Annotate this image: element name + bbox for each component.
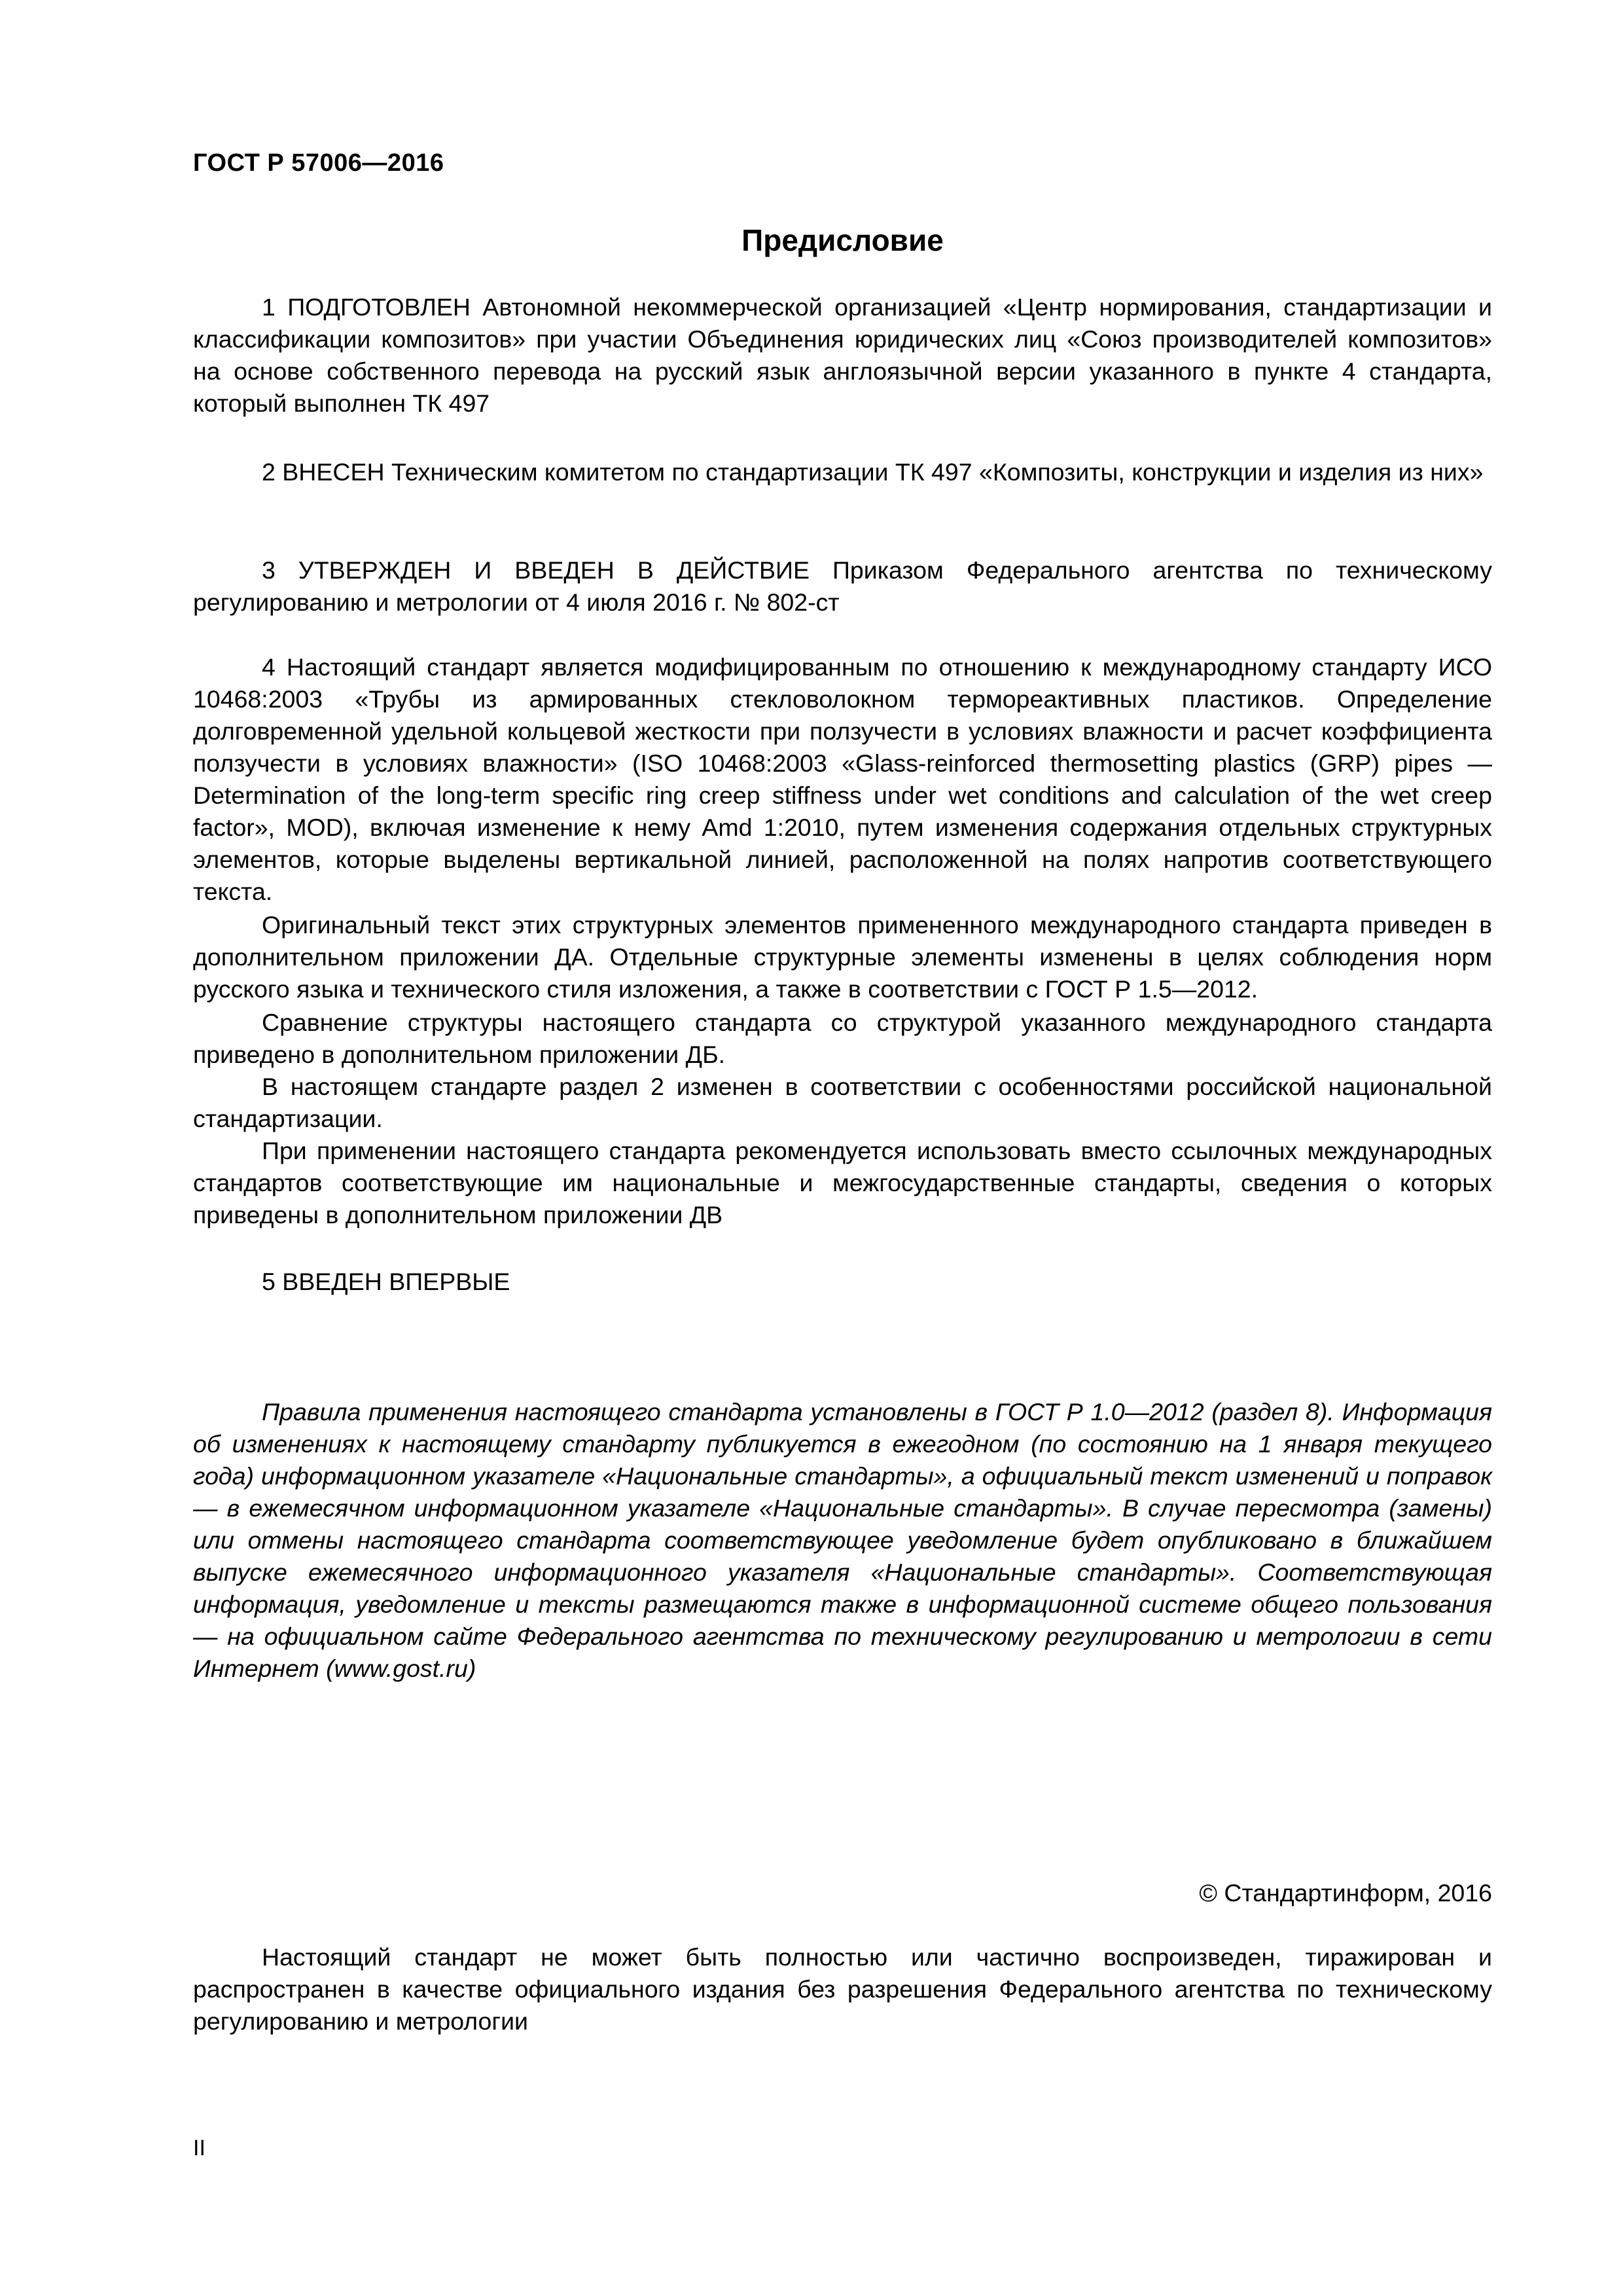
page-number: II [193, 2136, 205, 2161]
paragraph-modified-standard: 4 Настоящий стандарт является модифицированным по отношению к международному стандарту ИСО 10468:2003 «Трубы из армированных стекловолокном термореактивных пластиков. Определение долговременной удельной кольцевой жесткости при ползучести в условиях влажности и расчет коэффициента ползучести в условиях влажности» (ISO 10468:2003 «Glass-reinforced thermosetting plastics (GRP) pipes — Determination of the long-term specific ring creep stiffness under wet conditions and calculation of the wet creep factor», MOD), включая изменение к нему Amd 1:2010, путем изменения содержания отдельных структурных элементов, которые выделены вертикальной линией, расположенной на полях напротив соответствующего текста. [193, 653, 1492, 905]
paragraph-prepared: 1 ПОДГОТОВЛЕН Автономной некоммерческой организацией «Центр нормирования, стандартизации и классификации композитов» при участии Объединения юридических лиц «Союз производителей композитов» на основе собственного перевода на русский язык англоязычной версии указанного в пункте 4 стандарта, который выполнен ТК 497 [193, 293, 1492, 417]
page-title: Предисловие [741, 223, 944, 257]
paragraph-reproduction-restriction: Настоящий стандарт не может быть полностью или частично воспроизведен, тиражирован и распространен в качестве официального издания без разрешения Федерального агентства по техническому регулированию и метрологии [193, 1943, 1492, 2035]
paragraph-first-introduced: 5 ВВЕДЕН ВПЕРВЫЕ [262, 1268, 510, 1295]
paragraph-application-rules: Правила применения настоящего стандарта установлены в ГОСТ Р 1.0—2012 (раздел 8). Информация об изменениях к настоящему стандарту публикуется в ежегодном (по состоянию на 1 января текущего года) информационном указателе «Национальные стандарты», а официальный текст изменений и поправок — в ежемесячном информационном указателе «Национальные стандарты». В случае пересмотра (замены) или отмены настоящего стандарта соответствующее уведомление будет опубликовано в ближайшем выпуске ежемесячного информационного указателя «Национальные стандарты». Соответствующая информация, уведомление и тексты размещаются также в информационной системе общего пользования — на официальном сайте Федерального агентства по техническому регулированию и метрологии в сети Интернет (www.gost.ru) [193, 1398, 1492, 1682]
document-header: ГОСТ Р 57006—2016 [193, 149, 444, 177]
paragraph-structure-comparison: Сравнение структуры настоящего стандарта со структурой указанного международного стандарта приведено в дополнительном приложении ДБ. [193, 1009, 1492, 1068]
copyright-notice: © Стандартинформ, 2016 [1199, 1879, 1492, 1907]
paragraph-approved: 3 УТВЕРЖДЕН И ВВЕДЕН В ДЕЙСТВИЕ Приказом Федерального агентства по техническому регулированию и метрологии от 4 июля 2016 г. № 802-ст [193, 556, 1492, 616]
paragraph-section-changed: В настоящем стандарте раздел 2 изменен в соответствии с особенностями российской национальной стандартизации. [193, 1073, 1492, 1132]
paragraph-submitted: 2 ВНЕСЕН Техническим комитетом по стандартизации ТК 497 «Композиты, конструкции и изделия из них» [262, 458, 1484, 486]
paragraph-references: При применении настоящего стандарта рекомендуется использовать вместо ссылочных международных стандартов соответствующие им национальные и межгосударственные стандарты, сведения о которых приведены в дополнительном приложении ДВ [193, 1137, 1492, 1229]
paragraph-original-text: Оригинальный текст этих структурных элементов примененного международного стандарта приведен в дополнительном приложении ДА. Отдельные структурные элементы изменены в целях соблюдения норм русского языка и технического стиля изложения, а также в соответствии с ГОСТ Р 1.5—2012. [193, 911, 1492, 1003]
